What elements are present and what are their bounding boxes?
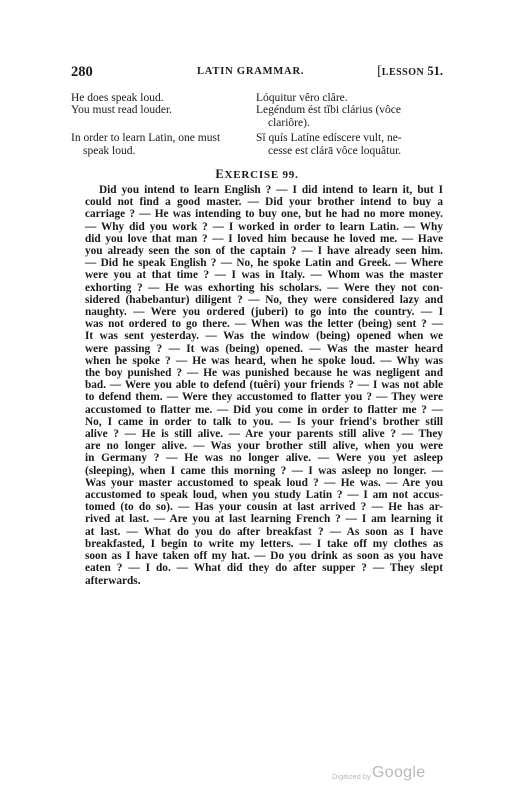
- exercise-line: the boy punished ? — He was punished because he was negligent and: [85, 367, 443, 380]
- exercise-line: you already seen the son of the captain ? — I have already seen him.: [85, 245, 443, 258]
- lesson-marker: [377, 64, 443, 80]
- exercise-line: — Why did you work ? — I worked in order to learn Latin. — Why: [85, 220, 443, 233]
- google-logo: Google: [372, 764, 426, 781]
- exercise-line: at last. — What do you do after breakfast ? — As soon as I have: [85, 525, 443, 538]
- phrase-pair: [71, 104, 443, 132]
- exercise-line: No, I came in order to talk to you. — Is your friend's brother still: [85, 415, 443, 428]
- watermark-prefix: Digitized by: [332, 772, 371, 781]
- exercise-line: soon as I have taken off my hat. — Do you drink as soon as you have: [85, 550, 443, 563]
- phrase-english-line: He does speak loud.: [71, 92, 164, 104]
- exercise-line: naughty. — Were you ordered (juberi) to go into the country. — I: [85, 306, 443, 319]
- phrase-pair: [71, 132, 443, 160]
- exercise-line: rived at last. — Are you at last learning French ? — I am learning it: [85, 513, 443, 526]
- exercise-line: to defend them. — Were they accustomed to flatter you ? — They were: [85, 391, 443, 404]
- phrase-latin-line: Sĭ quís Latíne edíscere vult, ne-: [256, 132, 402, 144]
- phrase-latin-line: Legéndum ést tĭbi clárius (vôce: [256, 104, 401, 116]
- lesson-bracket: [: [377, 64, 382, 79]
- phrase-pairs: [71, 92, 443, 160]
- exercise-line: (sleeping), when I came this morning ? — I was asleep no longer. —: [85, 464, 443, 477]
- exercise-line: Did you intend to learn English ? — I did intend to learn it, but I: [99, 184, 443, 196]
- running-header: [71, 64, 443, 84]
- exercise-line: are no longer alive. — Was your brother still alive, when you were: [85, 440, 443, 453]
- exercise-line: sidered (habebantur) diligent ? — No, they were considered lazy and: [85, 293, 443, 306]
- digitized-watermark: [332, 762, 452, 784]
- lesson-number: 51.: [427, 64, 443, 78]
- exercise-line: It was sent yesterday. — Was the window (being) opened when we: [85, 330, 443, 343]
- exercise-title-rest: XERCISE 99.: [224, 169, 299, 181]
- phrase-english-line: You must read louder.: [71, 104, 173, 116]
- exercise-line: tomed (to do so). — Has your cousin at last arrived ? — He has ar-: [85, 501, 443, 514]
- exercise-line: when he spoke ? — He was heard, when he spoke loud. — Why was: [85, 354, 443, 367]
- running-title: LATIN GRAMMAR.: [197, 66, 305, 77]
- exercise-line: did you love that man ? — I loved him because he loved me. — Have: [85, 232, 443, 245]
- phrase-english-line: speak loud.: [83, 145, 136, 157]
- lesson-label: LESSON: [381, 67, 425, 78]
- phrase-english-line: In order to learn Latin, one must: [71, 132, 221, 144]
- phrase-latin-line: clariôre).: [268, 117, 310, 129]
- phrase-latin: [256, 104, 443, 130]
- phrase-latin-line: cesse est clárā vôce loquâtur.: [268, 145, 402, 157]
- exercise-line: could not find a good master. — Did your brother intend to buy a: [85, 196, 443, 209]
- phrase-latin-line: Lóquitur vêro clâre.: [256, 92, 348, 104]
- exercise-line: Was your master accustomed to speak loud ? — He was. — Are you: [85, 476, 443, 489]
- exercise-line: breakfasted, I begin to write my letters. — I take off my clothes as: [85, 537, 443, 550]
- exercise-line: accustomed to speak loud, when you study Latin ? — I am not accus-: [85, 489, 443, 502]
- exercise-line: were passing ? — It was (being) opened. — Was the master heard: [85, 342, 443, 355]
- exercise-line: accustomed to flatter me. — Did you come in order to flatter me ? —: [85, 403, 443, 416]
- phrase-latin: [256, 132, 443, 158]
- phrase-pair: [71, 92, 443, 104]
- exercise-line: alive ? — He is still alive. — Are your parents still alive ? — They: [85, 428, 443, 441]
- exercise-body: [71, 184, 443, 587]
- exercise-title-initial: E: [215, 167, 225, 181]
- exercise-title: [71, 167, 443, 182]
- exercise-line: eaten ? — I do. — What did they do after supper ? — They slept: [85, 562, 443, 575]
- exercise-line: bad. — Were you able to defend (tuêri) your friends ? — I was not able: [85, 379, 443, 392]
- exercise-line: were you at that time ? — I was in Italy. — Whom was the master: [85, 269, 443, 282]
- page-number: 280: [71, 64, 93, 80]
- exercise-line: exhorting ? — He was exhorting his scholars. — Were they not con-: [85, 281, 443, 294]
- exercise-line: in Germany ? — He was no longer alive. — Were you yet asleep: [85, 452, 443, 465]
- exercise-line: afterwards.: [85, 574, 141, 587]
- exercise-line: was not ordered to go there. — When was the letter (being) sent ? —: [85, 318, 443, 331]
- exercise-line: carriage ? — He was intending to buy one, but he had no more money.: [85, 208, 443, 221]
- phrase-english: [71, 104, 249, 117]
- exercise-line: — Did he speak English ? — No, he spoke Latin and Greek. — Where: [85, 257, 443, 270]
- phrase-english: [71, 132, 249, 158]
